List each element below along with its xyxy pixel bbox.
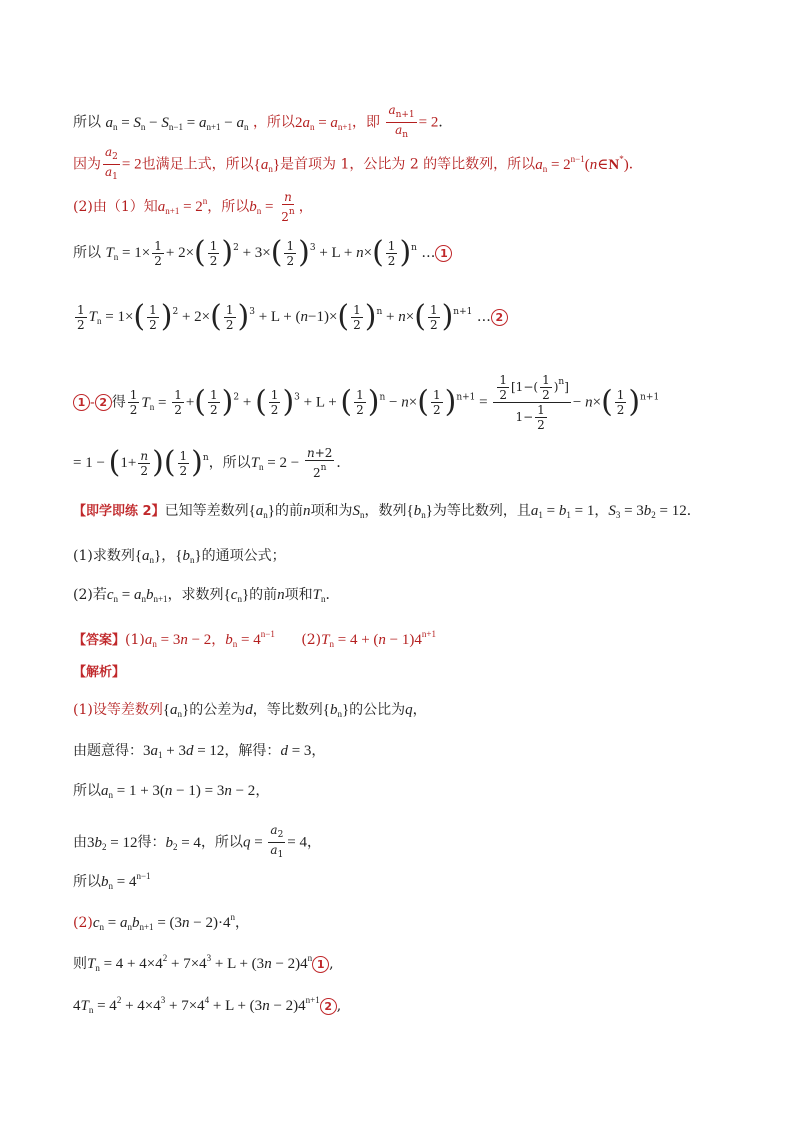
text: 因为 (73, 156, 101, 173)
text: 则 (73, 956, 87, 972)
text: ， (255, 783, 270, 799)
text: ． (686, 503, 701, 519)
text: (1)设等差数列 (73, 702, 163, 718)
derivation-line-2: 因为 $\frac{a_2}{a_1}$ = 2也满足上式，所以$\{a_n\}$是首项为 1，公比为 2 的等比数列，所以$a_n$ = $2^{n-1}(n\in N^*)$． (73, 145, 643, 182)
text: ， (298, 199, 313, 215)
derivation-line-3: (2)由（1）知$a_{n+1} = 2^n$，所以$b_n$ = $\frac{n}{2^n}$ ， (73, 190, 313, 224)
text: 的公比为 (349, 702, 406, 718)
text: … (421, 245, 436, 261)
text: 所以 (73, 783, 101, 799)
formula: $2a_n = a_{n+1}$ (294, 114, 352, 132)
text: 已知等差数列 (164, 503, 249, 519)
analysis-line-4: 由$3b_2 = 12$得：$b_2 = 4$，所以q = $\frac{a_2}{a_1}$ = 4， (73, 823, 322, 860)
text: ， (311, 743, 326, 759)
text: 所以 (73, 245, 101, 261)
circled-two-marker: 2 (491, 309, 508, 326)
text: 由 (73, 834, 87, 851)
answer-line: 【答案】$(1)a_n = 3n - 2$，$b_n = 4^{n-1}$ $(2)T_n = 4 + (n - 1)4^{n+1}$ (73, 629, 436, 649)
text: 的前 (274, 503, 303, 519)
question-1: (1)求数列$\{a_n\}$，$\{b_n\}$的通项公式； (73, 548, 286, 565)
text: 项和 (284, 587, 313, 603)
sum-line-2: $\frac{1}{2}$ $T_n = 1\times$( $\frac{1}{2}$ )$^2$ + 2×( $\frac{1}{2}$ )$^3$ + L + (n−1)×( $\frac{1}{2}$ )$^n$ + n×( $\frac{1}{2}$ )$^{n+1}$ … 2 (73, 302, 508, 332)
text: 的前 (249, 587, 278, 603)
circled-one-marker: 1 (435, 245, 452, 262)
text: ． (336, 455, 351, 471)
text: 也满足上式，所以 (141, 156, 254, 173)
text: ． (325, 587, 340, 603)
analysis-line-3: 所以$a_n = 1 + 3(n - 1) = 3n - 2$， (73, 783, 270, 800)
analysis-line-1: (1)设等差数列$\{a_n\}$的公差为d，等比数列$\{b_n\}$的公比为q， (73, 702, 427, 719)
analysis-heading (73, 662, 125, 683)
text: ， (234, 915, 249, 931)
text: ，解得： (224, 743, 281, 759)
text: 的公差为 (189, 702, 246, 718)
text: ， (412, 702, 427, 718)
answer-tag: 【答案】 (73, 633, 126, 648)
text: ，等比数列 (252, 702, 323, 718)
derivation-line-1: 所以 $a_n = S_n - S_{n-1} = a_{n+1} - a_n$ ，所以$2a_n = a_{n+1}$，即 $\frac{a_{n+1}}{a_n}$ = 2． (73, 103, 453, 140)
analysis-tag: 【解析】 (73, 665, 126, 680)
text: , (336, 998, 342, 1014)
practice-tag: 【即学即练 2】 (73, 504, 165, 519)
sum-line-1: 所以 $T_n = 1\times$ $\frac{1}{2}$ + 2×( $\frac{1}{2}$ )$^2$ + 3×( $\frac{1}{2}$ )$^3$ + L + n×( $\frac{1}{2}$ )$^n$ … 1 (73, 238, 452, 268)
text: (2)由（1）知 (73, 199, 158, 215)
circled-one-marker: 1 (312, 956, 329, 973)
text: 得： (137, 834, 166, 851)
analysis-line-6: $(2)c_n = a_nb_{n+1} = (3n - 2)\cdot 4^n$， (73, 912, 249, 932)
text: ，求数列 (167, 587, 224, 603)
text: , (329, 956, 334, 972)
text: ，数列 (364, 503, 407, 519)
text: (2) (73, 915, 93, 931)
text: ，所以 (208, 455, 251, 471)
text: ， (161, 548, 176, 564)
bn-fraction: $\frac{n}{2^n}$ (281, 190, 295, 224)
analysis-line-5: 所以$b_n = 4^{n-1}$ (73, 871, 151, 891)
text: (2) (301, 632, 322, 648)
circled-one-marker: 1 (73, 394, 90, 411)
text: ． (438, 114, 453, 131)
text: 由题意得： (73, 743, 143, 759)
text: ， (307, 834, 322, 851)
text: 为等比数列，且 (432, 503, 531, 519)
ratio-fraction: $\frac{a_{n+1}}{a_n}$ (388, 103, 415, 140)
text: 项和为 (310, 503, 353, 519)
analysis-line-2: 由题意得：$3a_1 + 3d = 12$，解得：d = 3， (73, 743, 326, 760)
text: 所以 (73, 114, 101, 131)
text: (1)求数列 (73, 548, 135, 564)
text: 是首项为 1，公比为 2 的等比数列，所以 (280, 156, 536, 173)
text: ，所以 (200, 834, 243, 851)
text: ，所以 (252, 114, 295, 131)
text: (1) (125, 632, 145, 648)
circled-two-marker: 2 (320, 998, 337, 1015)
result-line: = 1 − (1+ $\frac{n}{2}$ )( $\frac{1}{2}$ )$^n$，所以$T_n = 2$ − $\frac{n+2}{2^n}$ ． (73, 445, 351, 480)
text: ， (594, 503, 609, 519)
text: 所以 (73, 874, 101, 890)
geometric-sum-fraction: $\frac{1}{2}$ [1−( $\frac{1}{2}$ )$^n$] 1− $\frac{1}{2}$ (493, 373, 571, 432)
text: ，即 (351, 114, 380, 131)
text: … (476, 309, 491, 325)
text: 的通项公式； (201, 548, 286, 564)
circled-two-marker: 2 (95, 394, 112, 411)
question-2: (2)若$c_n = a_nb_{n+1}$，求数列$\{c_n\}$的前n项和$T_n$． (73, 587, 340, 604)
formula: $a_n = S_n - S_{n-1} = a_{n+1} - a_n$ (105, 114, 249, 132)
text: ． (628, 156, 643, 173)
text: ， (211, 632, 226, 648)
ratio-fraction: $\frac{a_2}{a_1}$ (105, 145, 118, 182)
text: ，所以 (207, 199, 250, 215)
practice-problem-heading: 【即学即练 2】已知等差数列$\{a_n\}$的前n项和为$S_n$，数列$\{b_n\}$为等比数列，且$a_1 = b_1 = 1$，$S_3 = 3b_2 = 12$． (73, 503, 701, 520)
text: 得 (111, 394, 126, 411)
subtraction-line: 1 - 2 得 $\frac{1}{2}$ $T_n$ = $\frac{1}{2}$ +( $\frac{1}{2}$ )$^2$ + ( $\frac{1}{2}$ )$^3$ + L + ( $\frac{1}{2}$ )$^n$ − n×( $\frac{1}{2}$ )$^{n+1}$ = $\frac{1}{2}$ [1−( $\frac{1}{2}$ )$^n$] 1− $\frac{1}{2}$ − n×( $\frac{1}{2}$ )$^{n+1}$ (73, 373, 659, 432)
analysis-line-7: 则$T_n = 4 + 4\times 4^2 + 7\times 4^3 + L + (3n - 2)4^n$ 1 , (73, 953, 334, 973)
text: (2)若 (73, 587, 107, 603)
analysis-line-8: $4T_n = 4^2 + 4\times 4^3 + 7\times 4^4 + L + (3n - 2)4^{n+1}$ 2 , (73, 995, 342, 1015)
